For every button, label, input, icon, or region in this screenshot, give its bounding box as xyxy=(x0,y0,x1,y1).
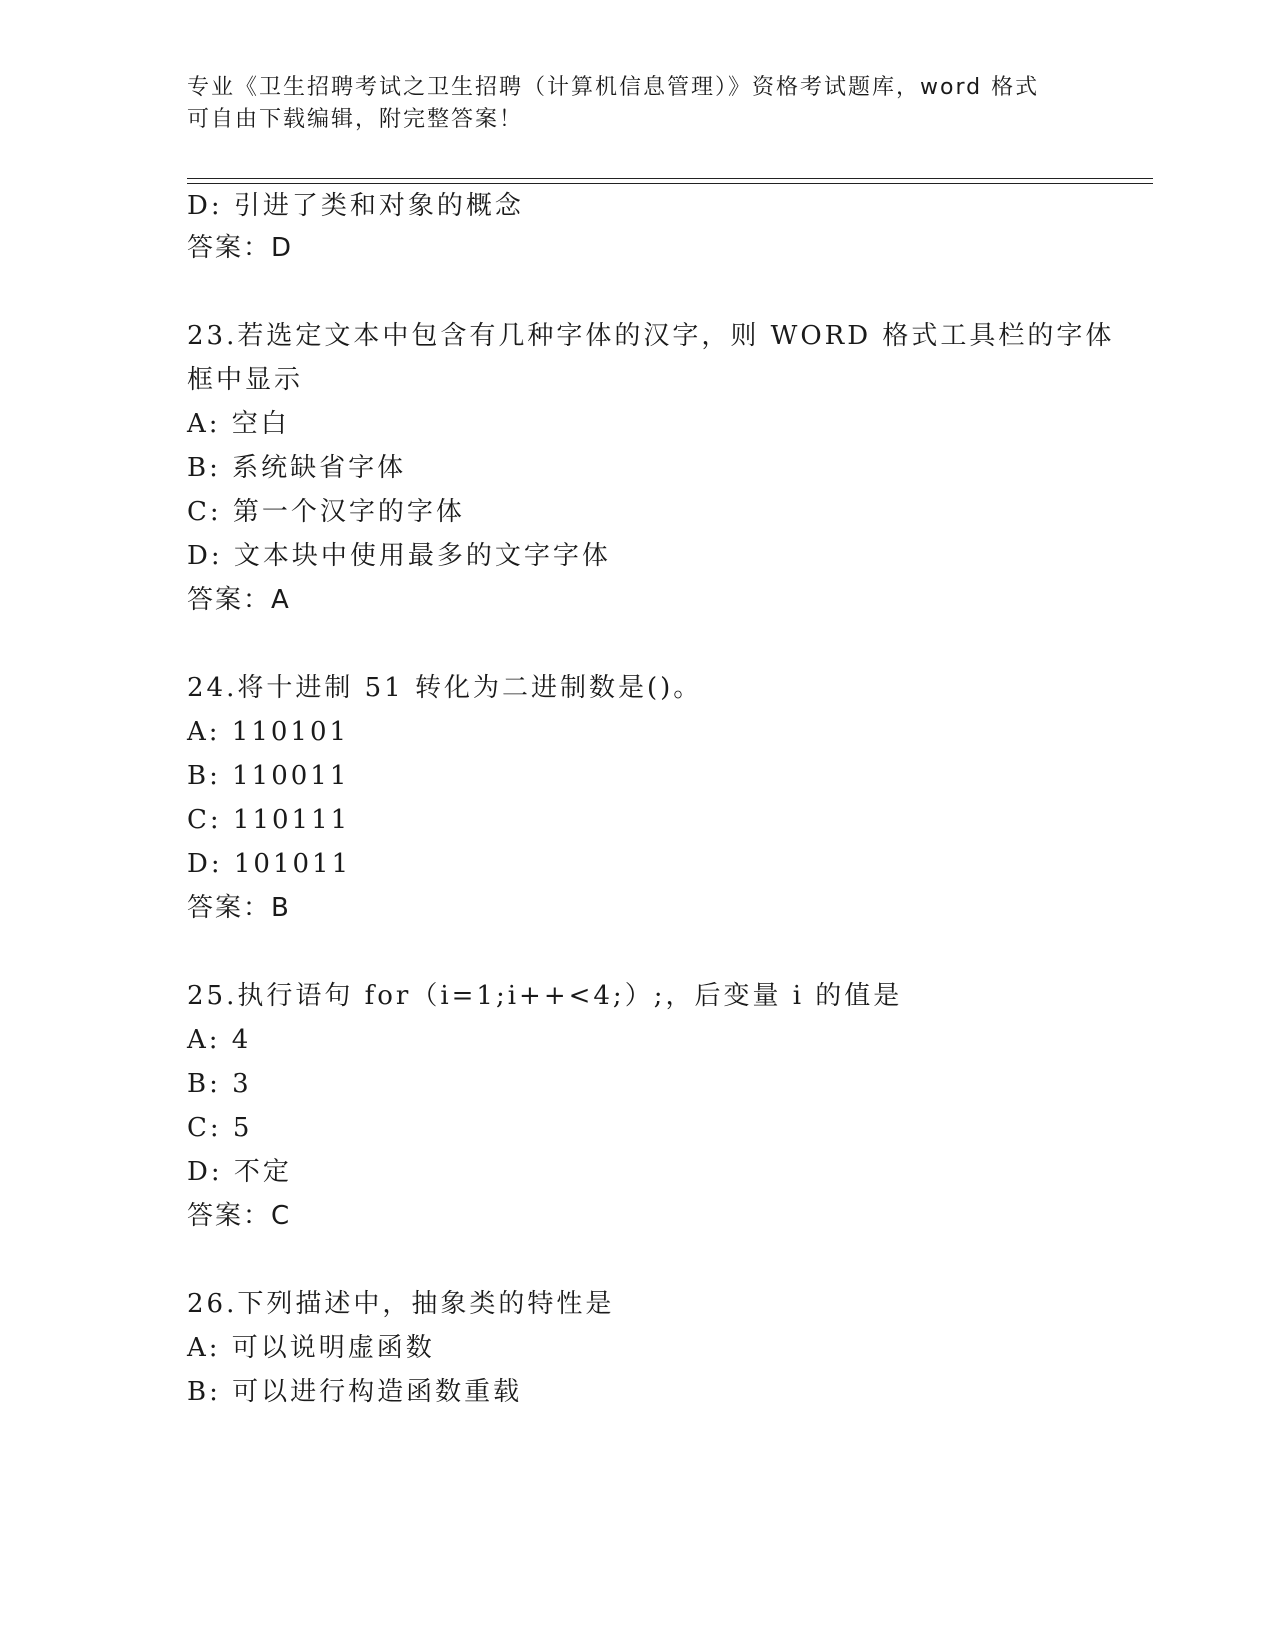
q24-option-b: B: 110011 xyxy=(187,761,350,791)
q23-stem-line-1: 23.若选定文本中包含有几种字体的汉字，则 WORD 格式工具栏的字体 xyxy=(187,321,1115,351)
q23-option-c: C: 第一个汉字的字体 xyxy=(187,497,465,527)
q24-option-a: A: 110101 xyxy=(187,717,350,747)
header-divider-top xyxy=(187,178,1153,179)
q23-option-a: A: 空白 xyxy=(187,409,290,439)
q24-option-d: D: 101011 xyxy=(187,849,352,879)
prev-answer: 答案：D xyxy=(187,233,294,263)
q23-answer: 答案：A xyxy=(187,585,291,615)
q24-option-c: C: 110111 xyxy=(187,805,351,835)
q26-option-a: A: 可以说明虚函数 xyxy=(187,1333,435,1363)
q23-stem-line-2: 框中显示 xyxy=(187,365,304,395)
q26-option-b: B: 可以进行构造函数重载 xyxy=(187,1377,523,1407)
q25-answer: 答案：C xyxy=(187,1201,292,1231)
header-line-2: 可自由下载编辑，附完整答案！ xyxy=(187,107,524,132)
header-divider-bottom xyxy=(187,183,1153,184)
header-line-1: 专业《卫生招聘考试之卫生招聘（计算机信息管理）》资格考试题库，word 格式 xyxy=(187,75,1040,100)
q26-stem: 26.下列描述中，抽象类的特性是 xyxy=(187,1289,615,1319)
q24-answer: 答案：B xyxy=(187,893,291,923)
q25-option-d: D: 不定 xyxy=(187,1157,292,1187)
q25-option-b: B: 3 xyxy=(187,1069,252,1099)
q23-option-d: D: 文本块中使用最多的文字字体 xyxy=(187,541,611,571)
q24-stem: 24.将十进制 51 转化为二进制数是()。 xyxy=(187,673,703,703)
q23-option-b: B: 系统缺省字体 xyxy=(187,453,407,483)
document-header xyxy=(187,72,1067,136)
prev-option-d: D: 引进了类和对象的概念 xyxy=(187,191,524,221)
q25-stem: 25.执行语句 for（i=1;i++<4;）;，后变量 i 的值是 xyxy=(187,981,903,1011)
q25-option-a: A: 4 xyxy=(187,1025,252,1055)
q25-option-c: C: 5 xyxy=(187,1113,253,1143)
